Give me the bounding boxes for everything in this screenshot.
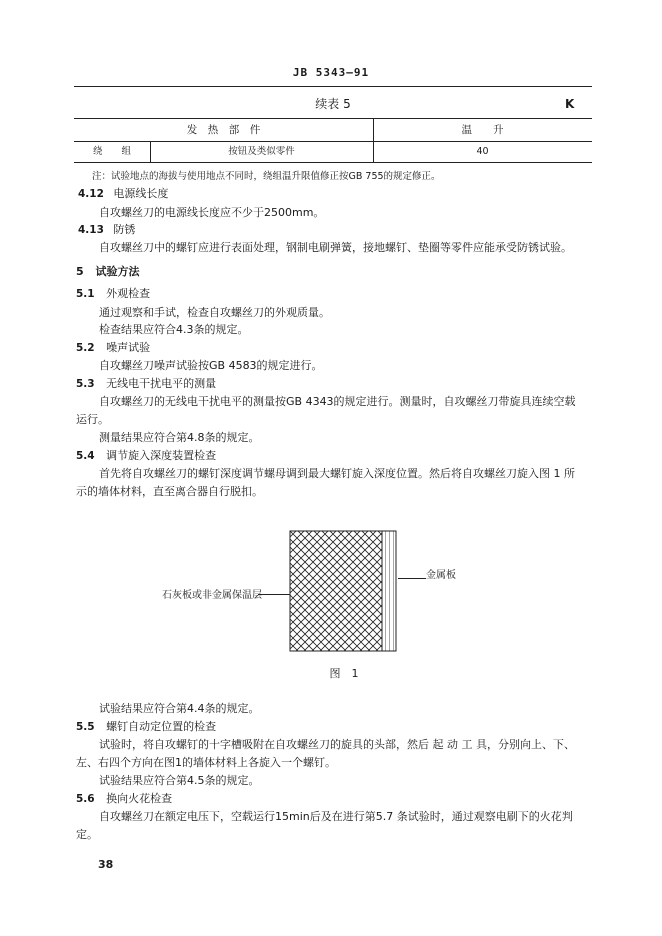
section-title: 调节旋入深度装置检查 <box>106 449 217 462</box>
section-4-13-heading <box>78 221 135 237</box>
section-title: 电源线长度 <box>113 187 169 200</box>
section-number: 5.5 <box>76 721 95 733</box>
table-bottom-border <box>74 162 592 163</box>
section-number: 4.13 <box>78 224 104 236</box>
section-5-2-heading <box>76 339 150 355</box>
header-rule <box>74 86 592 87</box>
section-5-1-text-2: 检查结果应符合4.3条的规定。 <box>99 323 249 336</box>
section-title: 无线电干扰电平的测量 <box>106 377 217 390</box>
section-4-12-text: 自攻螺丝刀的电源线长度应不少于2500mm。 <box>99 206 325 219</box>
section-title: 试验方法 <box>95 265 140 278</box>
section-title: 防锈 <box>113 223 136 236</box>
section-5-1-text-1: 通过观察和手试，检查自攻螺丝刀的外观质量。 <box>99 306 330 319</box>
section-5-6-text-1a: 自攻螺丝刀在额定电压下，空载运行15min后及在进行第5.7 条试验时，通过观察电刷下的火花判 <box>99 810 573 823</box>
section-4-12-heading <box>78 185 168 201</box>
section-5-3-text-1b: 运行。 <box>76 413 109 426</box>
figure-leader-left <box>258 594 290 595</box>
section-number: 5.3 <box>76 378 95 390</box>
standard-number: JB 5343—91 <box>292 66 370 79</box>
section-number: 5.2 <box>76 342 95 354</box>
row-item-buttons: 按钮及类似零件 <box>228 146 295 157</box>
section-5-2-text: 自攻螺丝刀噪声试验按GB 4583的规定进行。 <box>99 359 323 372</box>
page-number: 38 <box>98 858 114 871</box>
section-5-4-heading <box>76 447 216 463</box>
section-5-5-text-1b: 左、右四个方向在图1的墙体材料上各旋入一个螺钉。 <box>76 756 336 769</box>
section-5-6-text-1b: 定。 <box>76 828 98 841</box>
section-5-6-heading <box>76 790 172 806</box>
section-5-1-heading <box>76 285 150 301</box>
table-top-border <box>74 118 592 119</box>
figure-leader-right <box>398 578 426 579</box>
section-5-5-heading <box>76 718 216 734</box>
section-title: 螺钉自动定位置的检查 <box>106 720 217 733</box>
section-5-3-text-2: 测量结果应符合第4.8条的规定。 <box>99 431 260 444</box>
section-5-5-text-1a: 试验时，将自攻螺钉的十字槽吸附在自攻螺丝刀的旋具的头部，然后 起 动 工 具，分别向上、下、 <box>99 738 575 751</box>
col-header-component: 发 热 部 件 <box>186 124 261 136</box>
figure-1-drawing <box>289 530 399 652</box>
table-note: 注：试验地点的海拔与使用地点不同时，绕组温升限值修正按GB 755的规定修正。 <box>92 171 441 182</box>
section-number: 5 <box>76 265 84 278</box>
section-title: 换向火花检查 <box>106 792 173 805</box>
metal-plate <box>382 531 396 651</box>
section-5-4-text-1b: 示的墙体材料，直至离合器自行脱扣。 <box>76 485 263 498</box>
figure-result-text: 试验结果应符合第4.4条的规定。 <box>99 702 260 715</box>
section-number: 5.6 <box>76 793 95 805</box>
table-header-border <box>74 141 592 142</box>
section-4-13-text: 自攻螺丝刀中的螺钉应进行表面处理，钢制电刷弹簧，接地螺钉、垫圈等零件应能承受防锈试验。 <box>99 241 572 254</box>
figure-label-left: 石灰板或非金属保温层 <box>162 590 262 601</box>
section-number: 4.12 <box>78 188 104 200</box>
row-value: 40 <box>476 146 489 157</box>
figure-1-wall-material <box>289 530 399 652</box>
section-title: 噪声试验 <box>106 341 151 354</box>
figure-label-right: 金属板 <box>426 570 456 581</box>
section-5-5-text-2: 试验结果应符合第4.5条的规定。 <box>99 774 260 787</box>
section-5-3-text-1a: 自攻螺丝刀的无线电干扰电平的测量按GB 4343的规定进行。测量时，自攻螺丝刀带旋具连续空载 <box>99 395 576 408</box>
section-5-heading <box>76 263 140 279</box>
col-header-temp-rise: 温 升 <box>461 124 504 136</box>
section-5-3-heading <box>76 375 216 391</box>
section-title: 外观检查 <box>106 287 151 300</box>
table-title: 续表 5 <box>315 97 351 111</box>
insulation-layer <box>290 531 382 651</box>
section-5-4-text-1a: 首先将自攻螺丝刀的螺钉深度调节螺母调到最大螺钉旋入深度位置。然后将自攻螺丝刀旋入图 1 所 <box>99 467 575 480</box>
figure-caption: 图 1 <box>329 667 359 680</box>
section-number: 5.1 <box>76 288 95 300</box>
table-suffix: K <box>565 97 575 111</box>
row-group-winding: 绕 组 <box>92 146 131 157</box>
section-number: 5.4 <box>76 450 95 462</box>
